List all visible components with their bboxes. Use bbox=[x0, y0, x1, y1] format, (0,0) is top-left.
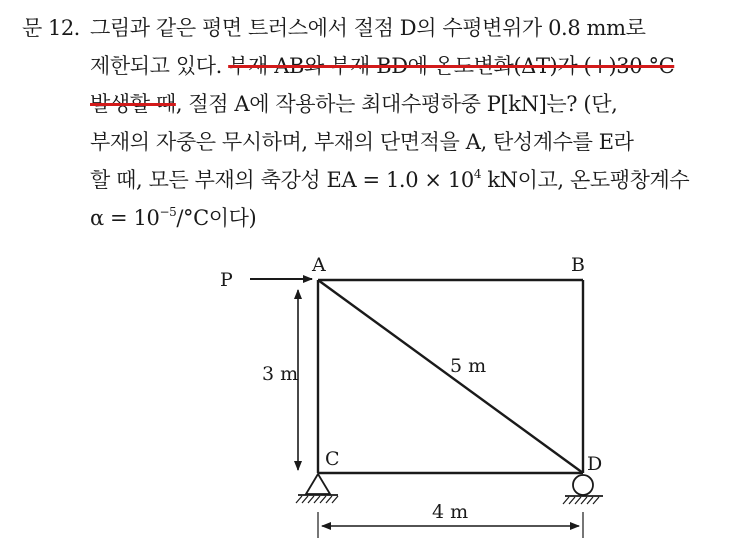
problem-line-5: 할 때, 모든 부재의 축강성 EA = $1.0 \times 10^4$ kN이고, 온도팽창계수 bbox=[90, 167, 690, 192]
struck-condition-1: 부재 AB와 부재 BD에 온도변화(ΔT)가 (+)30 °C bbox=[228, 54, 675, 78]
problem-line-2: 제한되고 있다. 부재 AB와 부재 BD에 온도변화(ΔT)가 (+)30 °C bbox=[90, 54, 675, 78]
node-label-a: A bbox=[312, 254, 326, 276]
node-label-b: B bbox=[571, 254, 585, 276]
problem-line-3: 발생할 때, 절점 A에 작용하는 최대수평하중 P[kN]는? (단, bbox=[90, 92, 618, 116]
node-label-c: C bbox=[325, 448, 340, 470]
node-label-d: D bbox=[587, 453, 603, 475]
width-label: 4 m bbox=[432, 501, 469, 523]
problem-line-1: 그림과 같은 평면 트러스에서 절점 D의 수평변위가 0.8 mm로 bbox=[90, 16, 646, 40]
height-label: 3 m bbox=[262, 363, 299, 385]
roller-support bbox=[563, 475, 603, 504]
problem-line-6: $\alpha = 10^{-5}/^\circ C$이다) bbox=[90, 205, 257, 230]
pin-support bbox=[296, 474, 338, 503]
question-number: 문 12. bbox=[22, 16, 80, 40]
problem-line-4: 부재의 자중은 무시하며, 부재의 단면적을 A, 탄성계수를 E라 bbox=[90, 130, 634, 154]
load-label: P bbox=[220, 269, 233, 291]
diagonal-label: 5 m bbox=[450, 355, 487, 377]
struck-condition-2: 발생할 때 bbox=[90, 92, 176, 116]
